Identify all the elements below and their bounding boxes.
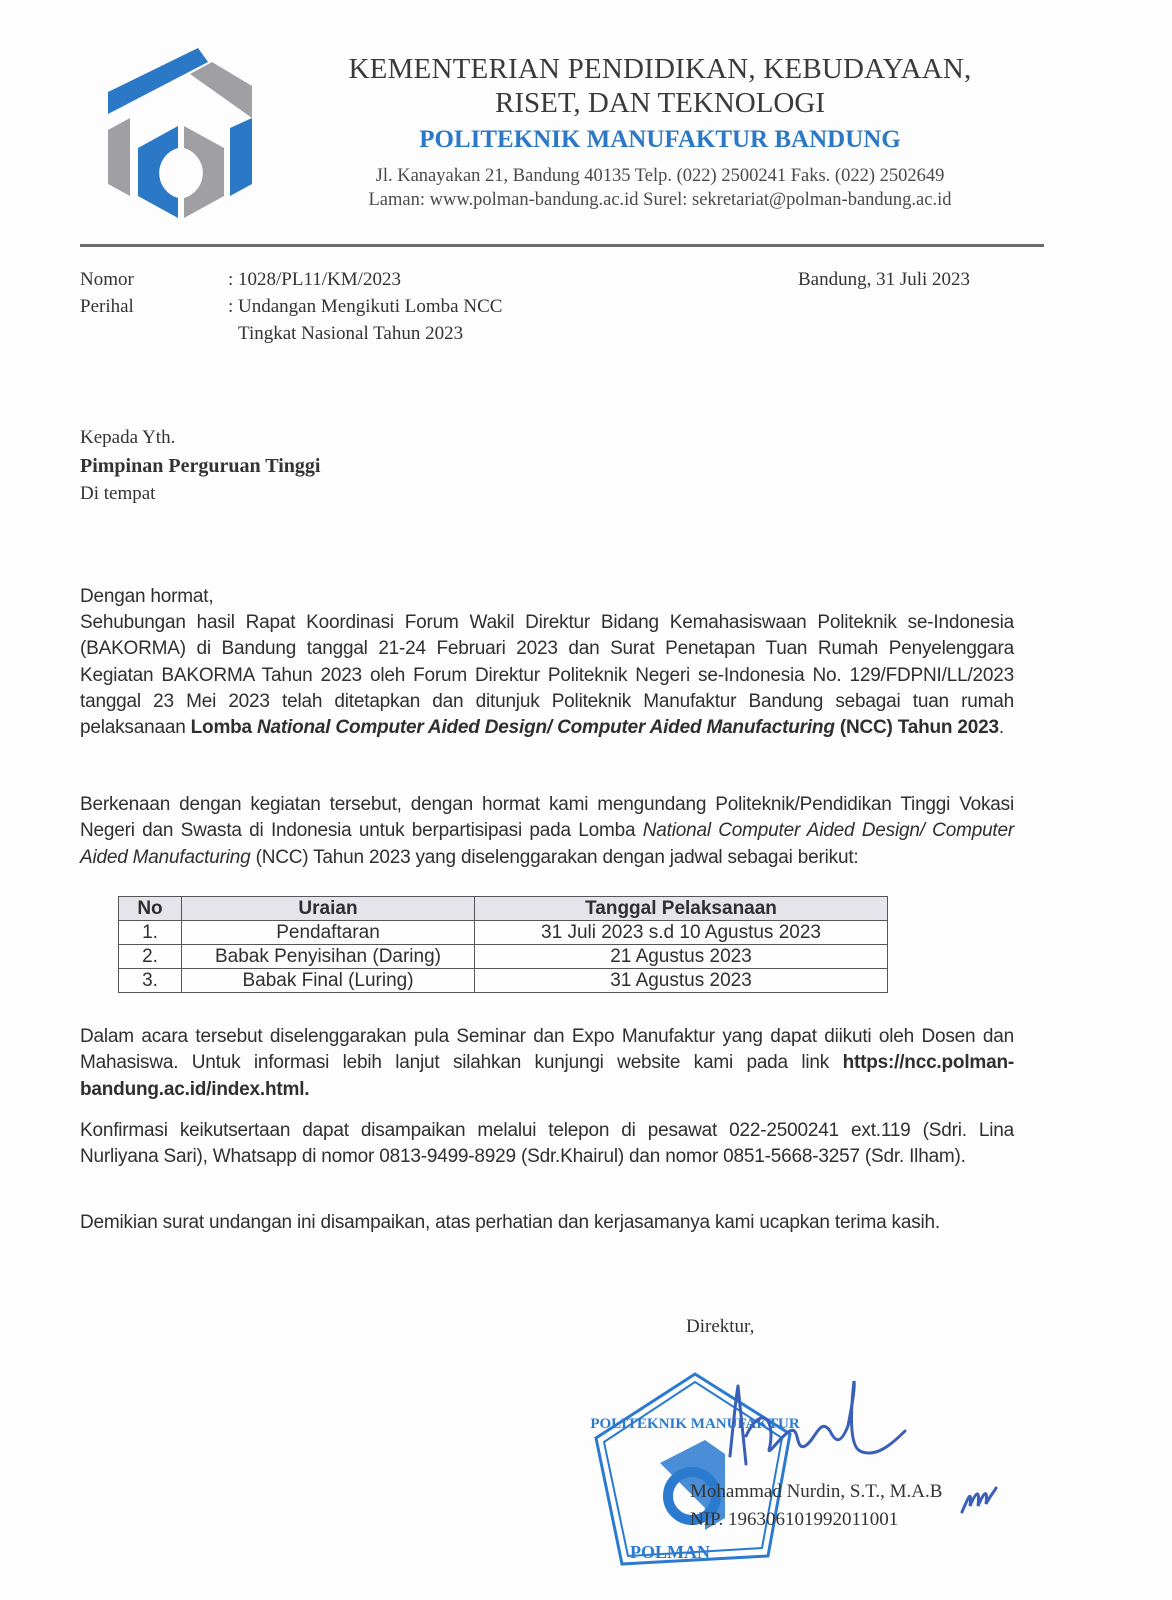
recipient-place: Di tempat [80,483,156,504]
cell-item: Pendaftaran [182,921,475,945]
p1-bold-italic: National Computer Aided Design/ Computer Aided Manufacturing [257,717,835,739]
cell-no: 2. [119,945,182,969]
svg-text:POLMAN: POLMAN [630,1542,710,1562]
cell-date: 31 Juli 2023 s.d 10 Agustus 2023 [475,921,888,945]
col-header-uraian: Uraian [182,897,475,921]
cell-date: 21 Agustus 2023 [475,945,888,969]
nomor-label: Nomor [80,269,134,290]
cell-item: Babak Penyisihan (Daring) [182,945,475,969]
signatory-name: Mohammad Nurdin, S.T., M.A.B [690,1481,943,1502]
paragraph-4: Konfirmasi keikutsertaan dapat disampaikan melalui telepon di pesawat 022-2500241 ext.119 (Sdri. Lina Nurliyana Sari), Whatsapp di nomor 0813-9499-8929 (Sdr.Khairul) dan nomor 0851-5668-3257 (Sdr. Ilham). [80,1120,1014,1168]
schedule-table [118,896,888,993]
handwritten-signature-icon [720,1376,910,1476]
contact-line: Laman: www.polman-bandung.ac.id Surel: sekretariat@polman-bandung.ac.id [368,190,952,210]
address-line: Jl. Kanayakan 21, Bandung 40135 Telp. (022) 2500241 Faks. (022) 2502649 [375,166,945,186]
paragraph-1 [80,610,1014,741]
cell-item: Babak Final (Luring) [182,969,475,993]
perihal-value-cont: Tingkat Nasional Tahun 2023 [238,323,464,344]
p1-end: . [998,717,1004,739]
table-row [119,945,888,969]
svg-text:POLITEKNIK MANUFAKTUR: POLITEKNIK MANUFAKTUR [590,1416,800,1432]
cell-no: 3. [119,969,182,993]
paragraph-3 [80,1024,1014,1103]
website-link[interactable]: https://ncc.polman-bandung.ac.id/index.html. [80,1052,1014,1100]
p1-text: Sehubungan hasil Rapat Koordinasi Forum Wakil Direktur Bidang Kemahasiswaan Politeknik se-Indonesia (BAKORMA) di Bandung tanggal 21-24 Februari 2023 dan Surat Penetapan Tuan Rumah Penyelenggara Kegiatan BAKORMA Tahun 2023 oleh Forum Direktur Politeknik Negeri se-Indonesia No. 129/FDPNI/LL/2023 tanggal 23 Mei 2023 telah ditetapkan dan ditunjuk Politeknik Manufaktur Bandung sebagai tuan rumah pelaksanaan [80,612,1014,739]
paragraph-2 [80,792,1014,871]
table-row [119,921,888,945]
paragraph-5: Demikian surat undangan ini disampaikan, atas perhatian dan kerjasamanya kami ucapkan terima kasih. [80,1212,940,1233]
cell-date: 31 Agustus 2023 [475,969,888,993]
p1-bold-suffix: (NCC) Tahun 2023 [834,717,999,739]
signatory-title: Direktur, [686,1316,755,1337]
recipient-block [80,424,320,508]
polman-logo-icon [108,48,268,218]
col-header-tanggal: Tanggal Pelaksanaan [475,897,888,921]
letterhead [300,52,1020,212]
p2-text: Berkenaan dengan kegiatan tersebut, dengan hormat kami mengundang Politeknik/Pendidikan Tinggi Vokasi Negeri dan Swasta di Indonesia untuk berpartisipasi pada Lomba [80,794,1014,842]
signatory-nip: NIP. 196306101992011001 [690,1509,899,1530]
ministry-line-2: RISET, DAN TEKNOLOGI [495,87,825,119]
institution-name: POLITEKNIK MANUFAKTUR BANDUNG [419,126,901,153]
cell-no: 1. [119,921,182,945]
greeting: Dengan hormat, [80,586,214,607]
perihal-value: : Undangan Mengikuti Lomba NCC [228,296,503,317]
p1-bold: Lomba [190,717,257,739]
perihal-label: Perihal [80,296,134,317]
p2-italic: National Computer Aided Design/ Computer Aided Manufacturing [80,820,1015,868]
p2-end: (NCC) Tahun 2023 yang diselenggarakan dengan jadwal sebagai berikut: [250,846,859,868]
letter-meta [80,266,628,347]
recipient-salutation: Kepada Yth. [80,427,176,448]
recipient-name: Pimpinan Perguruan Tinggi [80,455,321,477]
ministry-line-1: KEMENTERIAN PENDIDIKAN, KEBUDAYAAN, [348,53,972,85]
signatory-block [690,1478,942,1534]
initial-paraf-icon [958,1478,998,1518]
letterhead-divider [80,244,1044,247]
col-header-no: No [119,897,182,921]
p3-text: Dalam acara tersebut diselenggarakan pula Seminar dan Expo Manufaktur yang dapat diikuti oleh Dosen dan Mahasiswa. Untuk informasi lebih lanjut silahkan kunjungi website kami pada link [80,1026,1014,1074]
table-row [119,969,888,993]
nomor-value: : 1028/PL11/KM/2023 [228,269,401,290]
letter-date: Bandung, 31 Juli 2023 [798,269,971,290]
